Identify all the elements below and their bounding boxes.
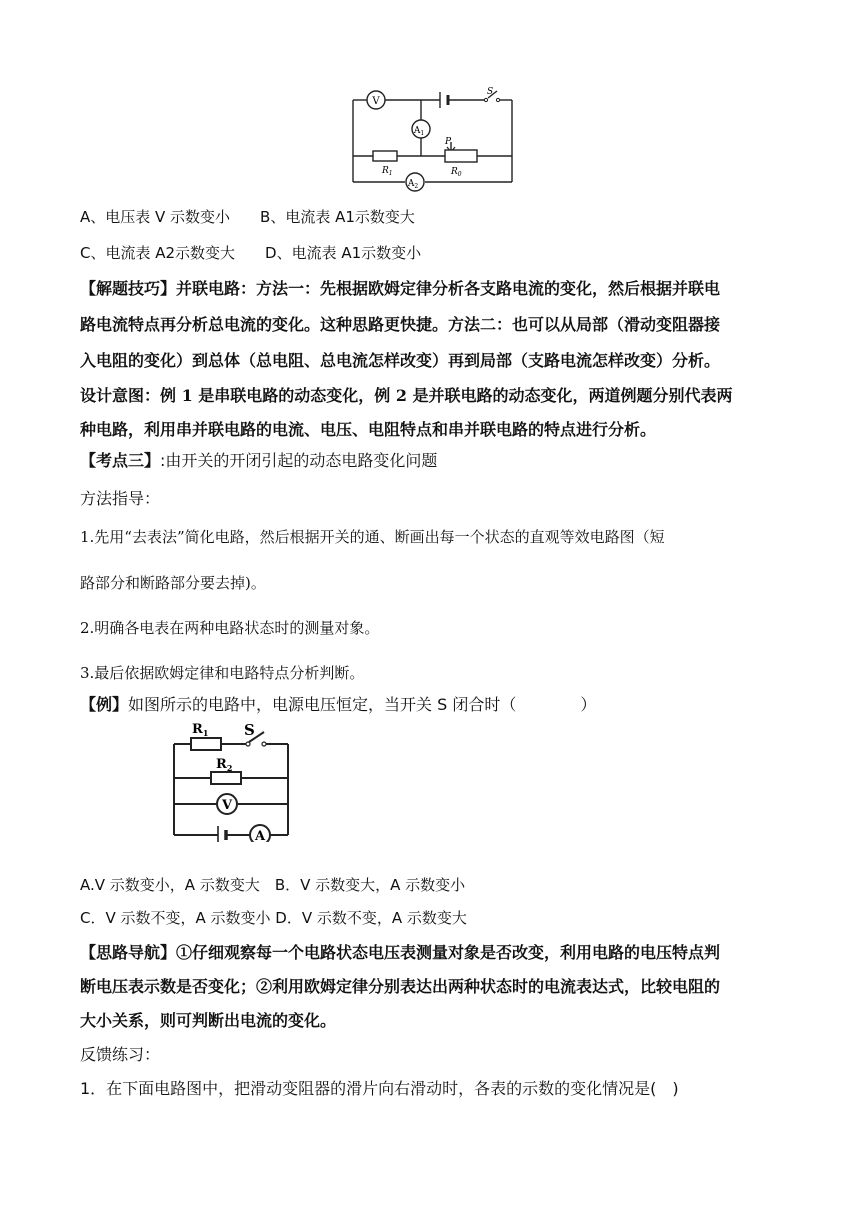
- kaodian-3-heading: 【考点三】:由开关的开闭引起的动态电路变化问题: [80, 451, 438, 470]
- resistor-r0-label: $R_0$: [451, 167, 462, 178]
- option-line-cd: C、电流表 A2示数变大 D、电流表 A1示数变小: [80, 244, 422, 262]
- method-heading: 方法指导：: [80, 489, 161, 508]
- ammeter-a1-label: $A_1$: [413, 126, 425, 137]
- resistor-r1-label: $R_1$: [382, 166, 393, 177]
- method-item-1b: 路部分和断路部分要去掉)。: [80, 574, 266, 592]
- feedback-question-1: 1．在下面电路图中，把滑动变阻器的滑片向右滑动时，各表的示数的变化情况是( ): [80, 1079, 679, 1098]
- method-item-3: 3.最后依据欧姆定律和电路特点分析判断。: [80, 664, 365, 682]
- guide-label: 【思路导航】: [80, 943, 177, 962]
- ammeter-a-label: A: [254, 829, 266, 842]
- guide-line-1: 【思路导航】①仔细观察每一个电路状态电压表测量对象是否改变，利用电路的电压特点判: [80, 943, 721, 962]
- example-options-ab: A.V 示数变小，A 示数变大 B．V 示数变大，A 示数变小: [80, 876, 466, 894]
- switch-s-label: S: [244, 721, 255, 739]
- r2-label: $R_2$: [216, 757, 233, 773]
- slider-label: P: [445, 137, 452, 147]
- r1-label: $R_1$: [192, 722, 209, 738]
- ammeter-a2-label: $A_2$: [407, 179, 419, 190]
- method-item-1a: 1.先用“去表法”简化电路，然后根据开关的通、断画出每一个状态的直观等效电路图（短: [80, 528, 665, 546]
- tips-line-1: 【解题技巧】并联电路：方法一：先根据欧姆定律分析各支路电流的变化，然后根据并联电: [80, 279, 721, 298]
- tips-line-3: 入电阻的变化）到总体（总电阻、总电流怎样改变）再到局部（支路电流怎样改变）分析。: [80, 351, 721, 370]
- tips-line-2: 路电流特点再分析总电流的变化。这种思路更快捷。方法二：也可以从局部（滑动变阻器接: [80, 315, 721, 334]
- feedback-heading: 反馈练习：: [80, 1045, 161, 1064]
- example-question: 【例】如图所示的电路中，电源电压恒定，当开关 S 闭合时（ ）: [80, 695, 597, 714]
- example-options-cd: C．V 示数不变，A 示数变小 D．V 示数不变，A 示数变大: [80, 909, 467, 927]
- switch-label: S: [487, 87, 494, 97]
- option-line-ab: A、电压表 V 示数变小 B、电流表 A1示数变大: [80, 208, 415, 226]
- guide-line-3: 大小关系，则可判断出电流的变化。: [80, 1011, 337, 1030]
- tips-label: 【解题技巧】: [80, 279, 177, 298]
- method-item-2: 2.明确各电表在两种电路状态时的测量对象。: [80, 619, 380, 637]
- tips-line-5: 种电路，利用串并联电路的电流、电压、电阻特点和串并联电路的特点进行分析。: [80, 420, 657, 439]
- circuit-diagram-1: [345, 86, 520, 192]
- voltmeter-label: V: [372, 96, 380, 107]
- voltmeter-v-label: V: [221, 798, 233, 813]
- tips-line-4: 设计意图：例 1 是串联电路的动态变化，例 2 是并联电路的动态变化，两道例题分别代表两: [80, 386, 733, 405]
- guide-line-2: 断电压表示数是否变化；②利用欧姆定律分别表达出两种状态时的电流表达式，比较电阻的: [80, 977, 721, 996]
- circuit-diagram-2: [166, 720, 296, 842]
